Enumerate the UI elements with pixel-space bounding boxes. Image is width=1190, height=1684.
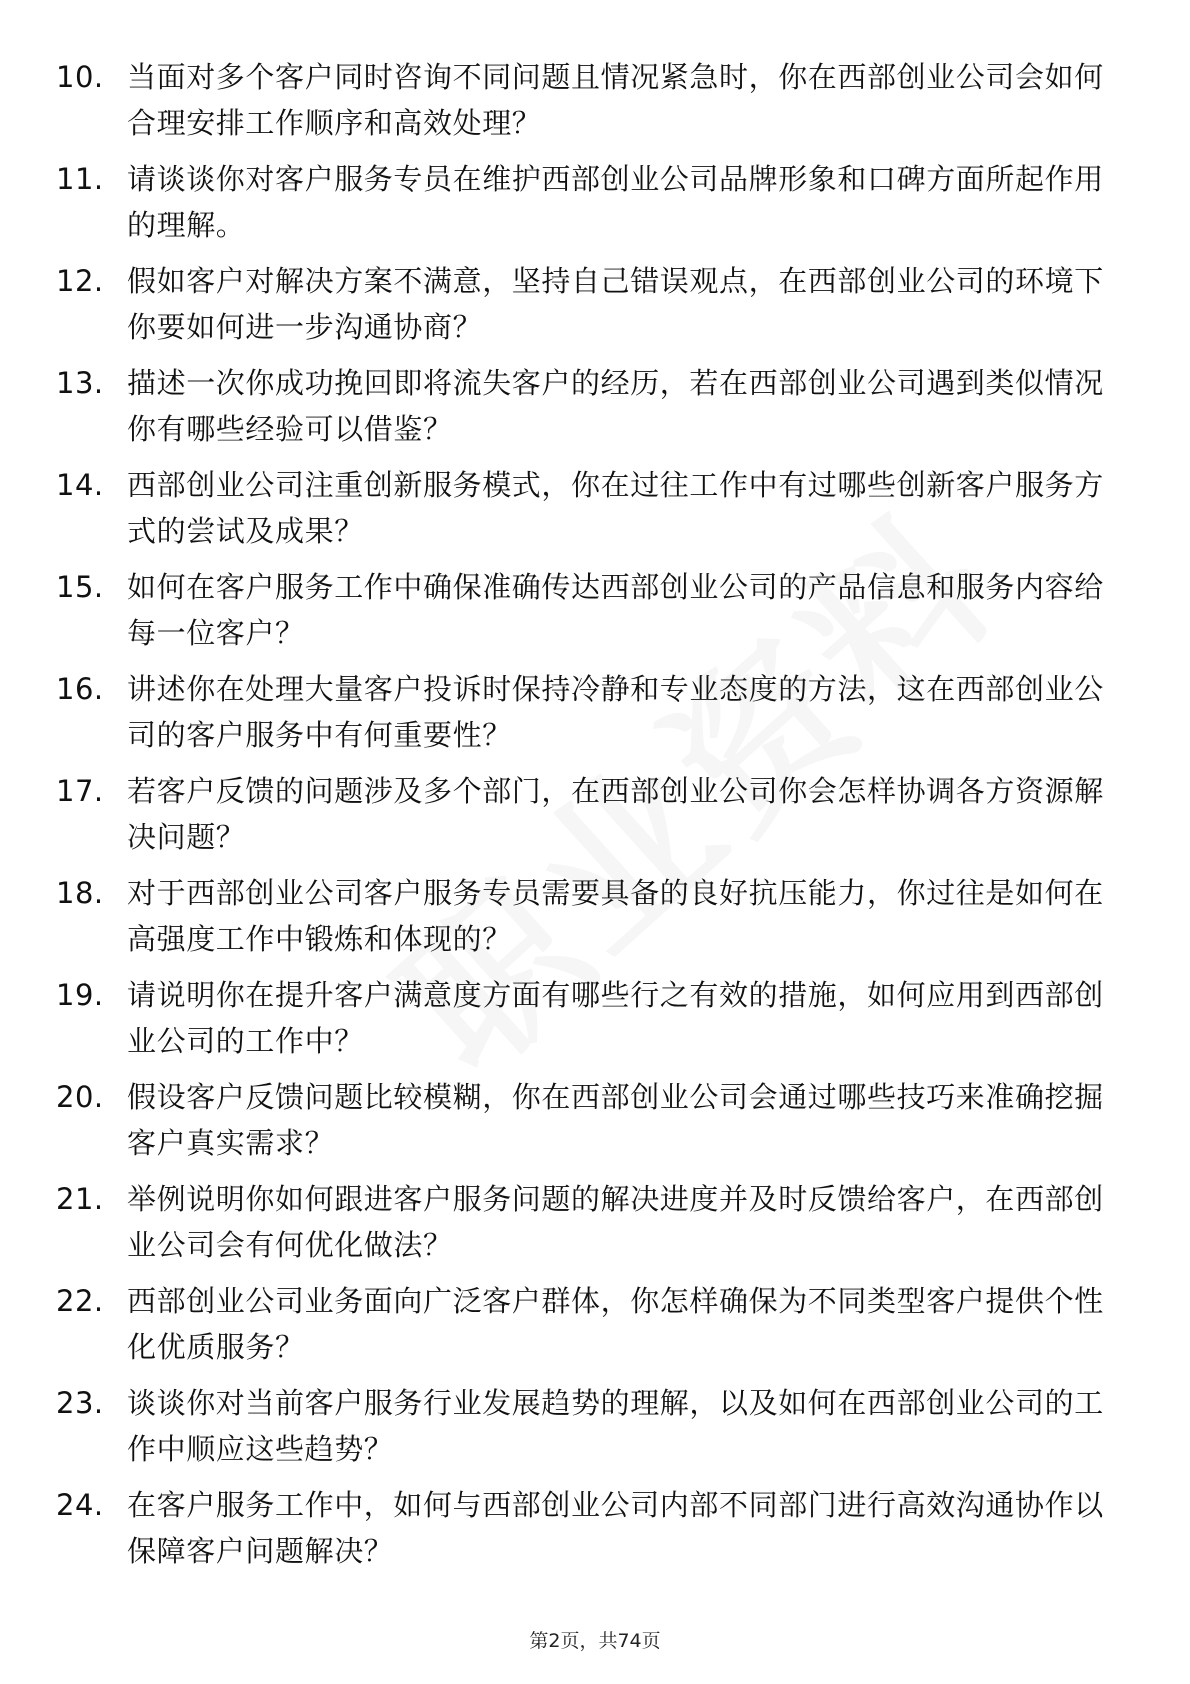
question-number: 21.	[56, 1182, 104, 1216]
question-number: 22.	[56, 1284, 104, 1318]
question-item	[56, 1278, 1116, 1380]
question-number: 10.	[56, 60, 104, 94]
question-list	[56, 54, 1116, 1584]
question-number: 20.	[56, 1080, 104, 1114]
page-number: 第2页，共74页	[529, 1630, 661, 1652]
question-item	[56, 1380, 1116, 1482]
question-number: 16.	[56, 672, 104, 706]
question-text: 谈谈你对当前客户服务行业发展趋势的理解，以及如何在西部创业公司的工作中顺应这些趋势？	[127, 1386, 1104, 1466]
question-item	[56, 1074, 1116, 1176]
question-number: 18.	[56, 876, 104, 910]
question-number: 13.	[56, 366, 104, 400]
question-item	[56, 972, 1116, 1074]
question-item	[56, 666, 1116, 768]
question-text: 若客户反馈的问题涉及多个部门，在西部创业公司你会怎样协调各方资源解决问题？	[127, 774, 1104, 854]
question-item	[56, 360, 1116, 462]
question-text: 举例说明你如何跟进客户服务问题的解决进度并及时反馈给客户，在西部创业公司会有何优化做法？	[127, 1182, 1104, 1262]
question-text: 西部创业公司注重创新服务模式，你在过往工作中有过哪些创新客户服务方式的尝试及成果？	[127, 468, 1104, 548]
question-number: 14.	[56, 468, 104, 502]
question-text: 请谈谈你对客户服务专员在维护西部创业公司品牌形象和口碑方面所起作用的理解。	[127, 162, 1104, 242]
question-text: 讲述你在处理大量客户投诉时保持冷静和专业态度的方法，这在西部创业公司的客户服务中有何重要性？	[127, 672, 1104, 752]
question-text: 描述一次你成功挽回即将流失客户的经历，若在西部创业公司遇到类似情况你有哪些经验可以借鉴？	[127, 366, 1104, 446]
question-item	[56, 156, 1116, 258]
question-number: 12.	[56, 264, 104, 298]
question-item	[56, 1176, 1116, 1278]
question-text: 假设客户反馈问题比较模糊，你在西部创业公司会通过哪些技巧来准确挖掘客户真实需求？	[127, 1080, 1104, 1160]
question-number: 19.	[56, 978, 104, 1012]
question-item	[56, 54, 1116, 156]
question-text: 请说明你在提升客户满意度方面有哪些行之有效的措施，如何应用到西部创业公司的工作中？	[127, 978, 1104, 1058]
question-text: 在客户服务工作中，如何与西部创业公司内部不同部门进行高效沟通协作以保障客户问题解决？	[127, 1488, 1104, 1568]
question-item	[56, 768, 1116, 870]
question-number: 23.	[56, 1386, 104, 1420]
question-item	[56, 462, 1116, 564]
question-text: 如何在客户服务工作中确保准确传达西部创业公司的产品信息和服务内容给每一位客户？	[127, 570, 1104, 650]
question-item	[56, 564, 1116, 666]
question-item	[56, 1482, 1116, 1584]
question-text: 对于西部创业公司客户服务专员需要具备的良好抗压能力，你过往是如何在高强度工作中锻炼和体现的？	[127, 876, 1104, 956]
question-number: 11.	[56, 162, 104, 196]
question-text: 当面对多个客户同时咨询不同问题且情况紧急时，你在西部创业公司会如何合理安排工作顺序和高效处理？	[127, 60, 1104, 140]
question-number: 24.	[56, 1488, 104, 1522]
question-number: 15.	[56, 570, 104, 604]
question-text: 西部创业公司业务面向广泛客户群体，你怎样确保为不同类型客户提供个性化优质服务？	[127, 1284, 1104, 1364]
question-item	[56, 870, 1116, 972]
question-text: 假如客户对解决方案不满意，坚持自己错误观点，在西部创业公司的环境下你要如何进一步沟通协商？	[127, 264, 1104, 344]
question-number: 17.	[56, 774, 104, 808]
question-item	[56, 258, 1116, 360]
